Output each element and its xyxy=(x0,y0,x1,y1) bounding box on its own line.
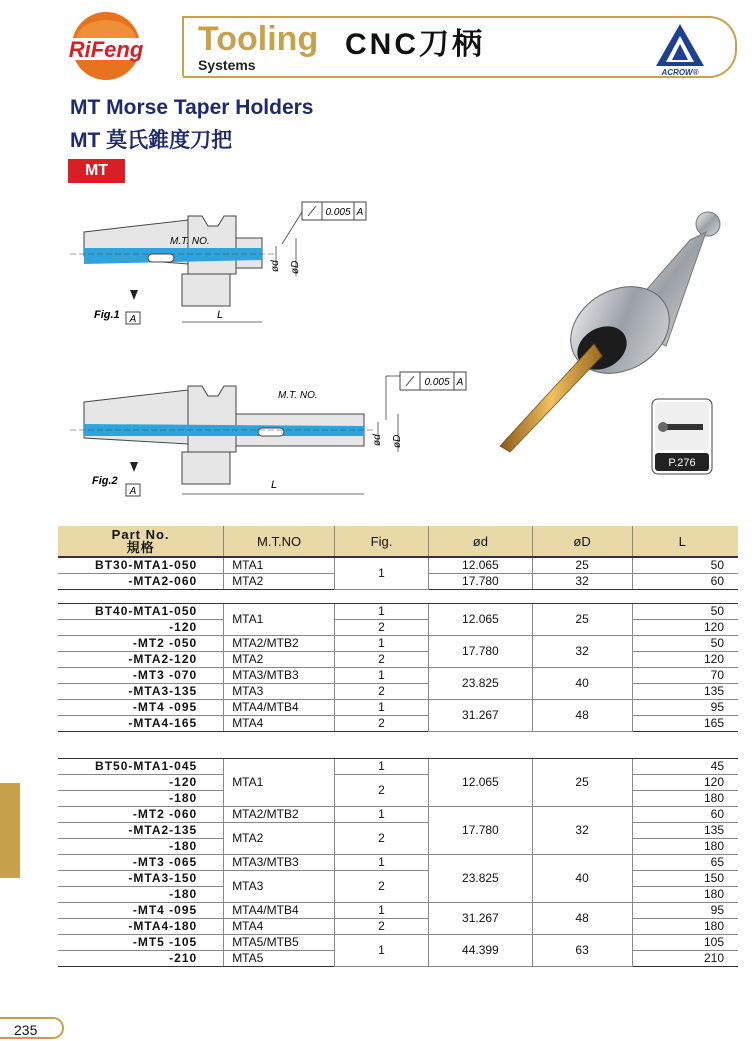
technical-drawings xyxy=(70,190,490,510)
table-row: -MTA3-135 MTA3 2 135 xyxy=(58,684,738,700)
table-row: -MT4 -095 MTA4/MTB4 1 31.267 48 95 xyxy=(58,700,738,716)
fig2-drawing xyxy=(70,372,466,497)
svg-text:Fig.2: Fig.2 xyxy=(92,475,118,487)
table-row: BT30-MTA1-050 MTA1 1 12.065 25 50 xyxy=(58,557,738,574)
table-row: -120 2 120 xyxy=(58,620,738,636)
svg-text:RiFeng: RiFeng xyxy=(68,37,144,62)
svg-text:0.005: 0.005 xyxy=(424,377,450,388)
svg-text:Fig.1: Fig.1 xyxy=(94,309,120,321)
svg-text:0.005: 0.005 xyxy=(325,207,351,218)
category-title: CNC刀柄 xyxy=(345,28,485,61)
header-fig: Fig. xyxy=(334,526,428,557)
table-row: -MTA2-060 MTA2 17.780 32 60 xyxy=(58,574,738,590)
header-part-no: Part No. 規格 xyxy=(58,526,224,557)
table-row: BT50-MTA1-045 MTA1 1 12.065 25 45 xyxy=(58,759,738,775)
table-row: -180 180 xyxy=(58,887,738,903)
header-mtno: M.T.NO xyxy=(224,526,335,557)
svg-text:M.T. NO.: M.T. NO. xyxy=(170,236,210,247)
table-row: -MTA2-120 MTA2 2 120 xyxy=(58,652,738,668)
table-row: BT40-MTA1-050 MTA1 1 12.065 25 50 xyxy=(58,604,738,620)
tooling-wordmark: Tooling xyxy=(198,20,319,58)
svg-text:L: L xyxy=(270,479,278,491)
table-row: -MTA3-150 MTA3 2 150 xyxy=(58,871,738,887)
svg-text:øD: øD xyxy=(290,260,301,274)
table-row: -MT4 -095 MTA4/MTB4 1 31.267 48 95 xyxy=(58,903,738,919)
table-row: -120 2 120 xyxy=(58,775,738,791)
svg-text:ød: ød xyxy=(270,260,281,272)
svg-text:M.T. NO.: M.T. NO. xyxy=(278,390,318,401)
svg-text:L: L xyxy=(216,309,224,321)
page-title-cn: MT 莫氏錐度刀把 xyxy=(70,129,233,152)
section-side-tab xyxy=(0,783,20,878)
header-L: L xyxy=(632,526,738,557)
svg-text:øD: øD xyxy=(392,434,403,448)
fig1-drawing xyxy=(70,202,366,325)
table-row: -MTA4-165 MTA4 2 165 xyxy=(58,716,738,732)
table-row: -180 180 xyxy=(58,839,738,855)
table-row: -MT2 -050 MTA2/MTB2 1 17.780 32 50 xyxy=(58,636,738,652)
systems-wordmark: Systems xyxy=(198,57,256,73)
spec-table xyxy=(58,526,738,967)
table-row: -MT3 -070 MTA3/MTB3 1 23.825 40 70 xyxy=(58,668,738,684)
svg-text:A: A xyxy=(129,486,137,497)
page-title-en: MT Morse Taper Holders xyxy=(70,96,314,119)
table-row: -180 180 xyxy=(58,791,738,807)
svg-text:ød: ød xyxy=(372,434,383,446)
acrow-logo-icon xyxy=(652,22,708,76)
page-number: 235 xyxy=(0,1017,64,1039)
svg-text:A: A xyxy=(129,314,137,325)
table-row: -MT5 -105 MTA5/MTB5 1 44.399 63 105 xyxy=(58,935,738,951)
header-D: øD xyxy=(532,526,632,557)
table-row: -210 MTA5 210 xyxy=(58,951,738,967)
page-reference-thumbnail xyxy=(651,398,713,475)
svg-text:P.276: P.276 xyxy=(668,457,696,469)
svg-text:A: A xyxy=(356,207,364,218)
svg-text:A: A xyxy=(456,377,464,388)
table-row: -MT2 -060 MTA2/MTB2 1 17.780 32 60 xyxy=(58,807,738,823)
rifeng-logo-icon xyxy=(56,10,156,82)
table-row: -MTA2-135 MTA2 2 135 xyxy=(58,823,738,839)
svg-text:ACROW®: ACROW® xyxy=(661,68,699,76)
header-d: ød xyxy=(429,526,533,557)
table-row: -MTA4-180 MTA4 2 180 xyxy=(58,919,738,935)
table-row: -MT3 -065 MTA3/MTB3 1 23.825 40 65 xyxy=(58,855,738,871)
series-badge: MT xyxy=(68,159,125,183)
